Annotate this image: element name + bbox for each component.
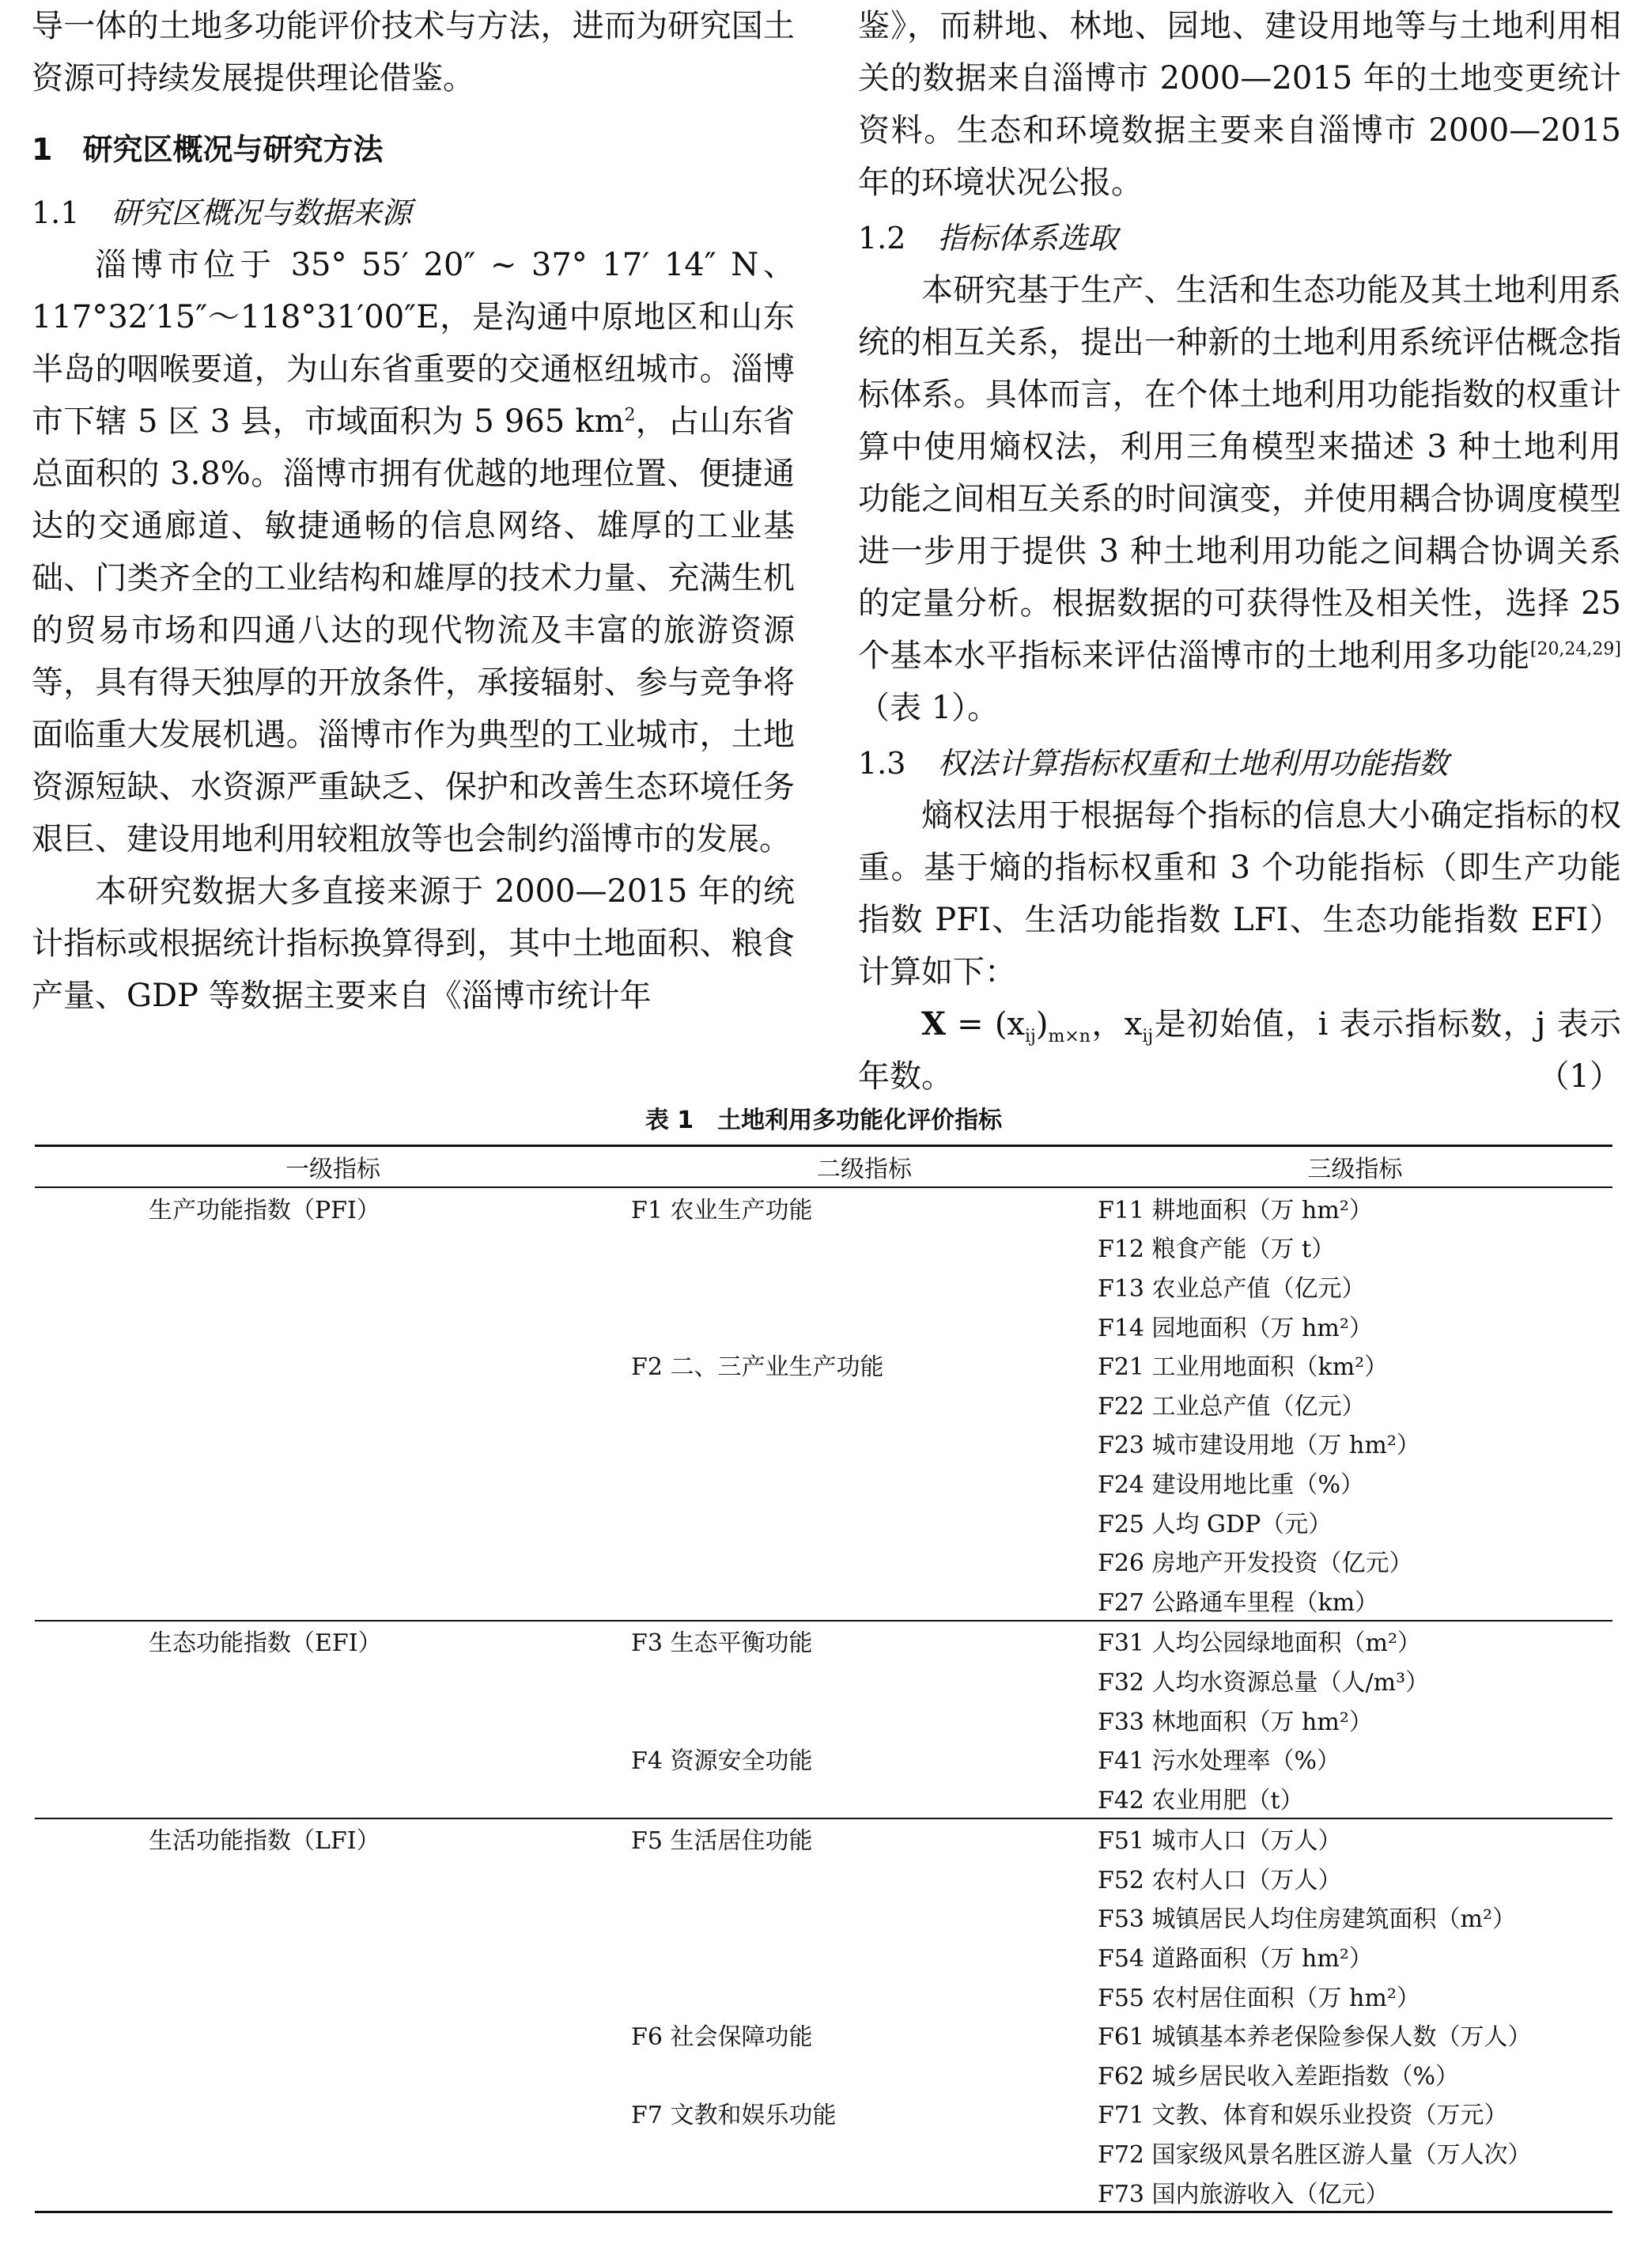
table-row	[35, 1424, 1612, 1463]
level-1-cell	[35, 1306, 631, 1345]
level-1-cell	[35, 1541, 631, 1580]
level-1-cell	[35, 1424, 631, 1463]
study-area-text-b: ，占山东省总面积的 3.8%。淄博市拥有优越的地理位置、便捷通达的交通廊道、敏捷通畅的信息网络、雄厚的工业基础、门类齐全的工业结构和雄厚的技术力量、充满生机的贸易市场和四通八达的现代物流及丰富的旅游资源等，具有得天独厚的开放条件，承接辐射、参与竞争将面临重大发展机遇。淄博市作为典型的工业城市，土地资源短缺、水资源严重缺乏、保护和改善生态环境任务艰巨、建设用地利用较粗放等也会制约淄博市的发展。	[32, 403, 796, 857]
table-caption: 表 1 土地利用多功能化评价指标	[645, 1107, 1003, 1134]
table-row	[35, 1739, 1612, 1778]
section-1-1-title: 研究区概况与数据来源	[111, 195, 412, 230]
level-2-cell	[631, 1502, 1098, 1542]
level-2-cell	[631, 2132, 1098, 2172]
table-row	[35, 1858, 1612, 1898]
level-3-cell: F55 农村居住面积（万 hm²）	[1098, 1984, 1420, 2012]
table-row	[35, 2172, 1612, 2212]
level-1-cell	[35, 1384, 631, 1424]
level-1-cell	[35, 1936, 631, 1976]
section-1-2-number: 1.2	[858, 221, 906, 255]
level-2-cell	[631, 1463, 1098, 1502]
level-2-cell	[631, 1580, 1098, 1621]
level-1-cell: 生态功能指数（EFI）	[149, 1629, 382, 1658]
level-3-cell: F52 农村人口（万人）	[1098, 1866, 1342, 1894]
superscript-2: 2	[624, 405, 636, 426]
level-2-cell	[631, 1976, 1098, 2015]
level-2-cell	[631, 1384, 1098, 1424]
level-3-cell: F21 工业用地面积（km²）	[1098, 1353, 1389, 1382]
level-1-cell	[35, 2015, 631, 2054]
level-3-cell: F72 国家级风景名胜区游人量（万人次）	[1098, 2141, 1532, 2170]
table-row	[35, 2094, 1612, 2133]
level-2-cell	[631, 1936, 1098, 1976]
level-1-cell	[35, 2172, 631, 2212]
table-row	[35, 2054, 1612, 2094]
citation-ref: [20,24,29]	[1529, 639, 1621, 660]
level-1-cell: 生产功能指数（PFI）	[149, 1196, 380, 1224]
table-row	[35, 2015, 1612, 2054]
section-1-1-number: 1.1	[32, 195, 80, 230]
table-row	[35, 1345, 1612, 1384]
indicator-text-b: （表 1）。	[858, 690, 1000, 726]
eq-part: = (x	[946, 1006, 1025, 1043]
eq-sub: ij	[1142, 1027, 1154, 1046]
table-row	[35, 1700, 1612, 1739]
table-1	[35, 1103, 1612, 2213]
level-2-cell	[631, 1266, 1098, 1306]
level-2-cell: F1 农业生产功能	[631, 1196, 813, 1224]
level-3-cell: F13 农业总产值（亿元）	[1098, 1274, 1366, 1303]
level-3-cell: F11 耕地面积（万 hm²）	[1098, 1196, 1373, 1224]
level-2-cell	[631, 2172, 1098, 2212]
level-3-cell: F33 林地面积（万 hm²）	[1098, 1708, 1373, 1736]
level-3-cell: F24 建设用地比重（%）	[1098, 1470, 1365, 1499]
eq-sub: m×n	[1048, 1027, 1091, 1046]
header-level-2: 二级指标	[631, 1146, 1098, 1188]
level-1-cell	[35, 1778, 631, 1818]
level-3-cell: F31 人均公园绿地面积（m²）	[1098, 1629, 1421, 1658]
level-3-cell: F26 房地产开发投资（亿元）	[1098, 1550, 1413, 1578]
paragraph-indicator-system	[858, 264, 1621, 734]
level-2-cell: F4 资源安全功能	[631, 1747, 813, 1776]
level-1-cell	[35, 1463, 631, 1502]
indicator-text-a: 本研究基于生产、生活和生态功能及其土地利用系统的相互关系，提出一种新的土地利用系统评估概念指标体系。具体而言，在个体土地利用功能指数的权重计算中使用熵权法，利用三角模型来描述 3 种土地利用功能之间相互关系的时间演变，并使用耦合协调度模型进一步用于提供 3 种土地利用功能之间耦合协调关系的定量分析。根据数据的可获得性及相关性，选择 25 个基本水平指标来评估淄博市的土地利用多功能	[858, 272, 1621, 674]
level-1-cell	[35, 2094, 631, 2133]
table-row	[35, 1898, 1612, 1937]
table-row	[35, 1621, 1612, 1661]
level-1-cell	[35, 1898, 631, 1937]
level-1-cell	[35, 1580, 631, 1621]
level-3-cell: F32 人均水资源总量（人/m³）	[1098, 1668, 1430, 1697]
table-row	[35, 1502, 1612, 1542]
table-row	[35, 1660, 1612, 1700]
header-level-1: 一级指标	[35, 1146, 631, 1188]
eq-part: ，x	[1090, 1006, 1143, 1043]
table-row	[35, 2132, 1612, 2172]
level-3-cell: F54 道路面积（万 hm²）	[1098, 1945, 1373, 1974]
level-2-cell	[631, 1541, 1098, 1580]
level-1-cell	[35, 2054, 631, 2094]
level-2-cell: F3 生态平衡功能	[631, 1629, 813, 1658]
section-1-3-title: 权法计算指标权重和土地利用功能指数	[937, 746, 1449, 781]
table-row	[35, 1818, 1612, 1859]
level-2-cell	[631, 1306, 1098, 1345]
equation-1	[858, 998, 1621, 1103]
right-column	[858, 0, 1621, 1103]
level-1-cell	[35, 1266, 631, 1306]
eq-part: )	[1035, 1006, 1049, 1043]
level-3-cell: F61 城镇基本养老保险参保人数（万人）	[1098, 2023, 1532, 2052]
section-1-3-number: 1.3	[858, 746, 906, 781]
eq-sub: ij	[1024, 1027, 1036, 1046]
matrix-symbol: X	[921, 1005, 947, 1043]
level-1-cell: 生活功能指数（LFI）	[149, 1827, 380, 1856]
level-2-cell: F6 社会保障功能	[631, 2023, 813, 2052]
section-1-2-title: 指标体系选取	[937, 221, 1118, 255]
level-1-cell	[35, 1502, 631, 1542]
table-row	[35, 1228, 1612, 1267]
level-1-cell	[35, 1858, 631, 1898]
level-1-cell	[35, 1345, 631, 1384]
level-2-cell	[631, 1858, 1098, 1898]
table-row	[35, 1306, 1612, 1345]
level-3-cell: F22 工业总产值（亿元）	[1098, 1392, 1366, 1421]
section-1-2-heading	[858, 212, 1621, 264]
level-3-cell: F23 城市建设用地（万 hm²）	[1098, 1432, 1420, 1460]
level-3-cell: F42 农业用肥（t）	[1098, 1778, 1612, 1818]
level-3-cell: F14 园地面积（万 hm²）	[1098, 1314, 1373, 1342]
left-column	[32, 0, 795, 1022]
level-2-cell	[631, 1424, 1098, 1463]
level-1-cell	[35, 1739, 631, 1778]
level-1-cell	[35, 1700, 631, 1739]
level-2-cell	[631, 1660, 1098, 1700]
level-2-cell: F5 生活居住功能	[631, 1827, 813, 1856]
level-3-cell: F25 人均 GDP（元）	[1098, 1510, 1333, 1538]
level-2-cell: F2 二、三产业生产功能	[631, 1353, 884, 1382]
level-3-cell: F53 城镇居民人均住房建筑面积（m²）	[1098, 1905, 1516, 1934]
section-1-3-heading	[858, 737, 1621, 789]
level-1-cell	[35, 2132, 631, 2172]
table-row	[35, 1976, 1612, 2015]
table-row	[35, 1541, 1612, 1580]
paragraph-intro-end: 导一体的土地多功能评价技术与方法，进而为研究国土资源可持续发展提供理论借鉴。	[32, 8, 795, 96]
table-row	[35, 1463, 1612, 1502]
level-1-cell	[35, 1228, 631, 1267]
level-2-cell	[631, 2054, 1098, 2094]
level-2-cell	[631, 1700, 1098, 1739]
paragraph-study-area	[32, 239, 795, 865]
level-3-cell: F12 粮食产能（万 t）	[1098, 1236, 1336, 1264]
eq-description: 是初始值，i 表示指标数，j 表示年数。	[858, 1006, 1622, 1095]
level-2-cell: F7 文教和娱乐功能	[631, 2102, 837, 2130]
paragraph-data-sources-cont: 鉴》，而耕地、林地、园地、建设用地等与土地利用相关的数据来自淄博市 2000—2015 年的土地变更统计资料。生态和环境数据主要来自淄博市 2000—2015 年的环境状况公报。	[858, 8, 1621, 201]
study-area-text-a: 淄博市位于 35° 55′ 20″ ~ 37° 17′ 14″ N、117°32′15″～118°31′00″E，是沟通中原地区和山东半岛的咽喉要道，为山东省重要的交通枢纽城市。淄博市下辖 5 区 3 县，市域面积为 5 965 km	[32, 247, 795, 440]
table-row	[35, 1778, 1612, 1818]
paragraph-entropy-method: 熵权法用于根据每个指标的信息大小确定指标的权重。基于熵的指标权重和 3 个功能指标（即生产功能指数 PFI、生活功能指数 LFI、生态功能指数 EFI）计算如下：	[858, 797, 1621, 990]
level-1-cell	[35, 1660, 631, 1700]
table-row	[35, 1580, 1612, 1621]
table-row	[35, 1936, 1612, 1976]
table-row	[35, 1266, 1612, 1306]
level-3-cell: F51 城市人口（万人）	[1098, 1827, 1342, 1856]
level-2-cell	[631, 1898, 1098, 1937]
indicator-table	[35, 1145, 1612, 2213]
level-3-cell: F62 城乡居民收入差距指数（%）	[1098, 2062, 1460, 2091]
table-row	[35, 1384, 1612, 1424]
level-2-cell	[631, 1228, 1098, 1267]
paragraph-data-sources: 本研究数据大多直接来源于 2000—2015 年的统计指标或根据统计指标换算得到，其中土地面积、粮食产量、GDP 等数据主要来自《淄博市统计年	[32, 873, 795, 1014]
section-1-heading: 1 研究区概况与研究方法	[32, 132, 384, 167]
equation-number: （1）	[1537, 1058, 1621, 1095]
level-3-cell: F41 污水处理率（%）	[1098, 1747, 1341, 1776]
level-1-cell	[35, 1976, 631, 2015]
level-3-cell: F71 文教、体育和娱乐业投资（万元）	[1098, 2102, 1508, 2130]
table-row	[35, 1187, 1612, 1228]
table-header-row	[35, 1146, 1612, 1188]
level-3-cell: F73 国内旅游收入（亿元）	[1098, 2172, 1612, 2212]
header-level-3: 三级指标	[1098, 1146, 1612, 1188]
level-3-cell: F27 公路通车里程（km）	[1098, 1580, 1612, 1621]
level-2-cell	[631, 1778, 1098, 1818]
section-1-1-heading	[32, 187, 795, 239]
